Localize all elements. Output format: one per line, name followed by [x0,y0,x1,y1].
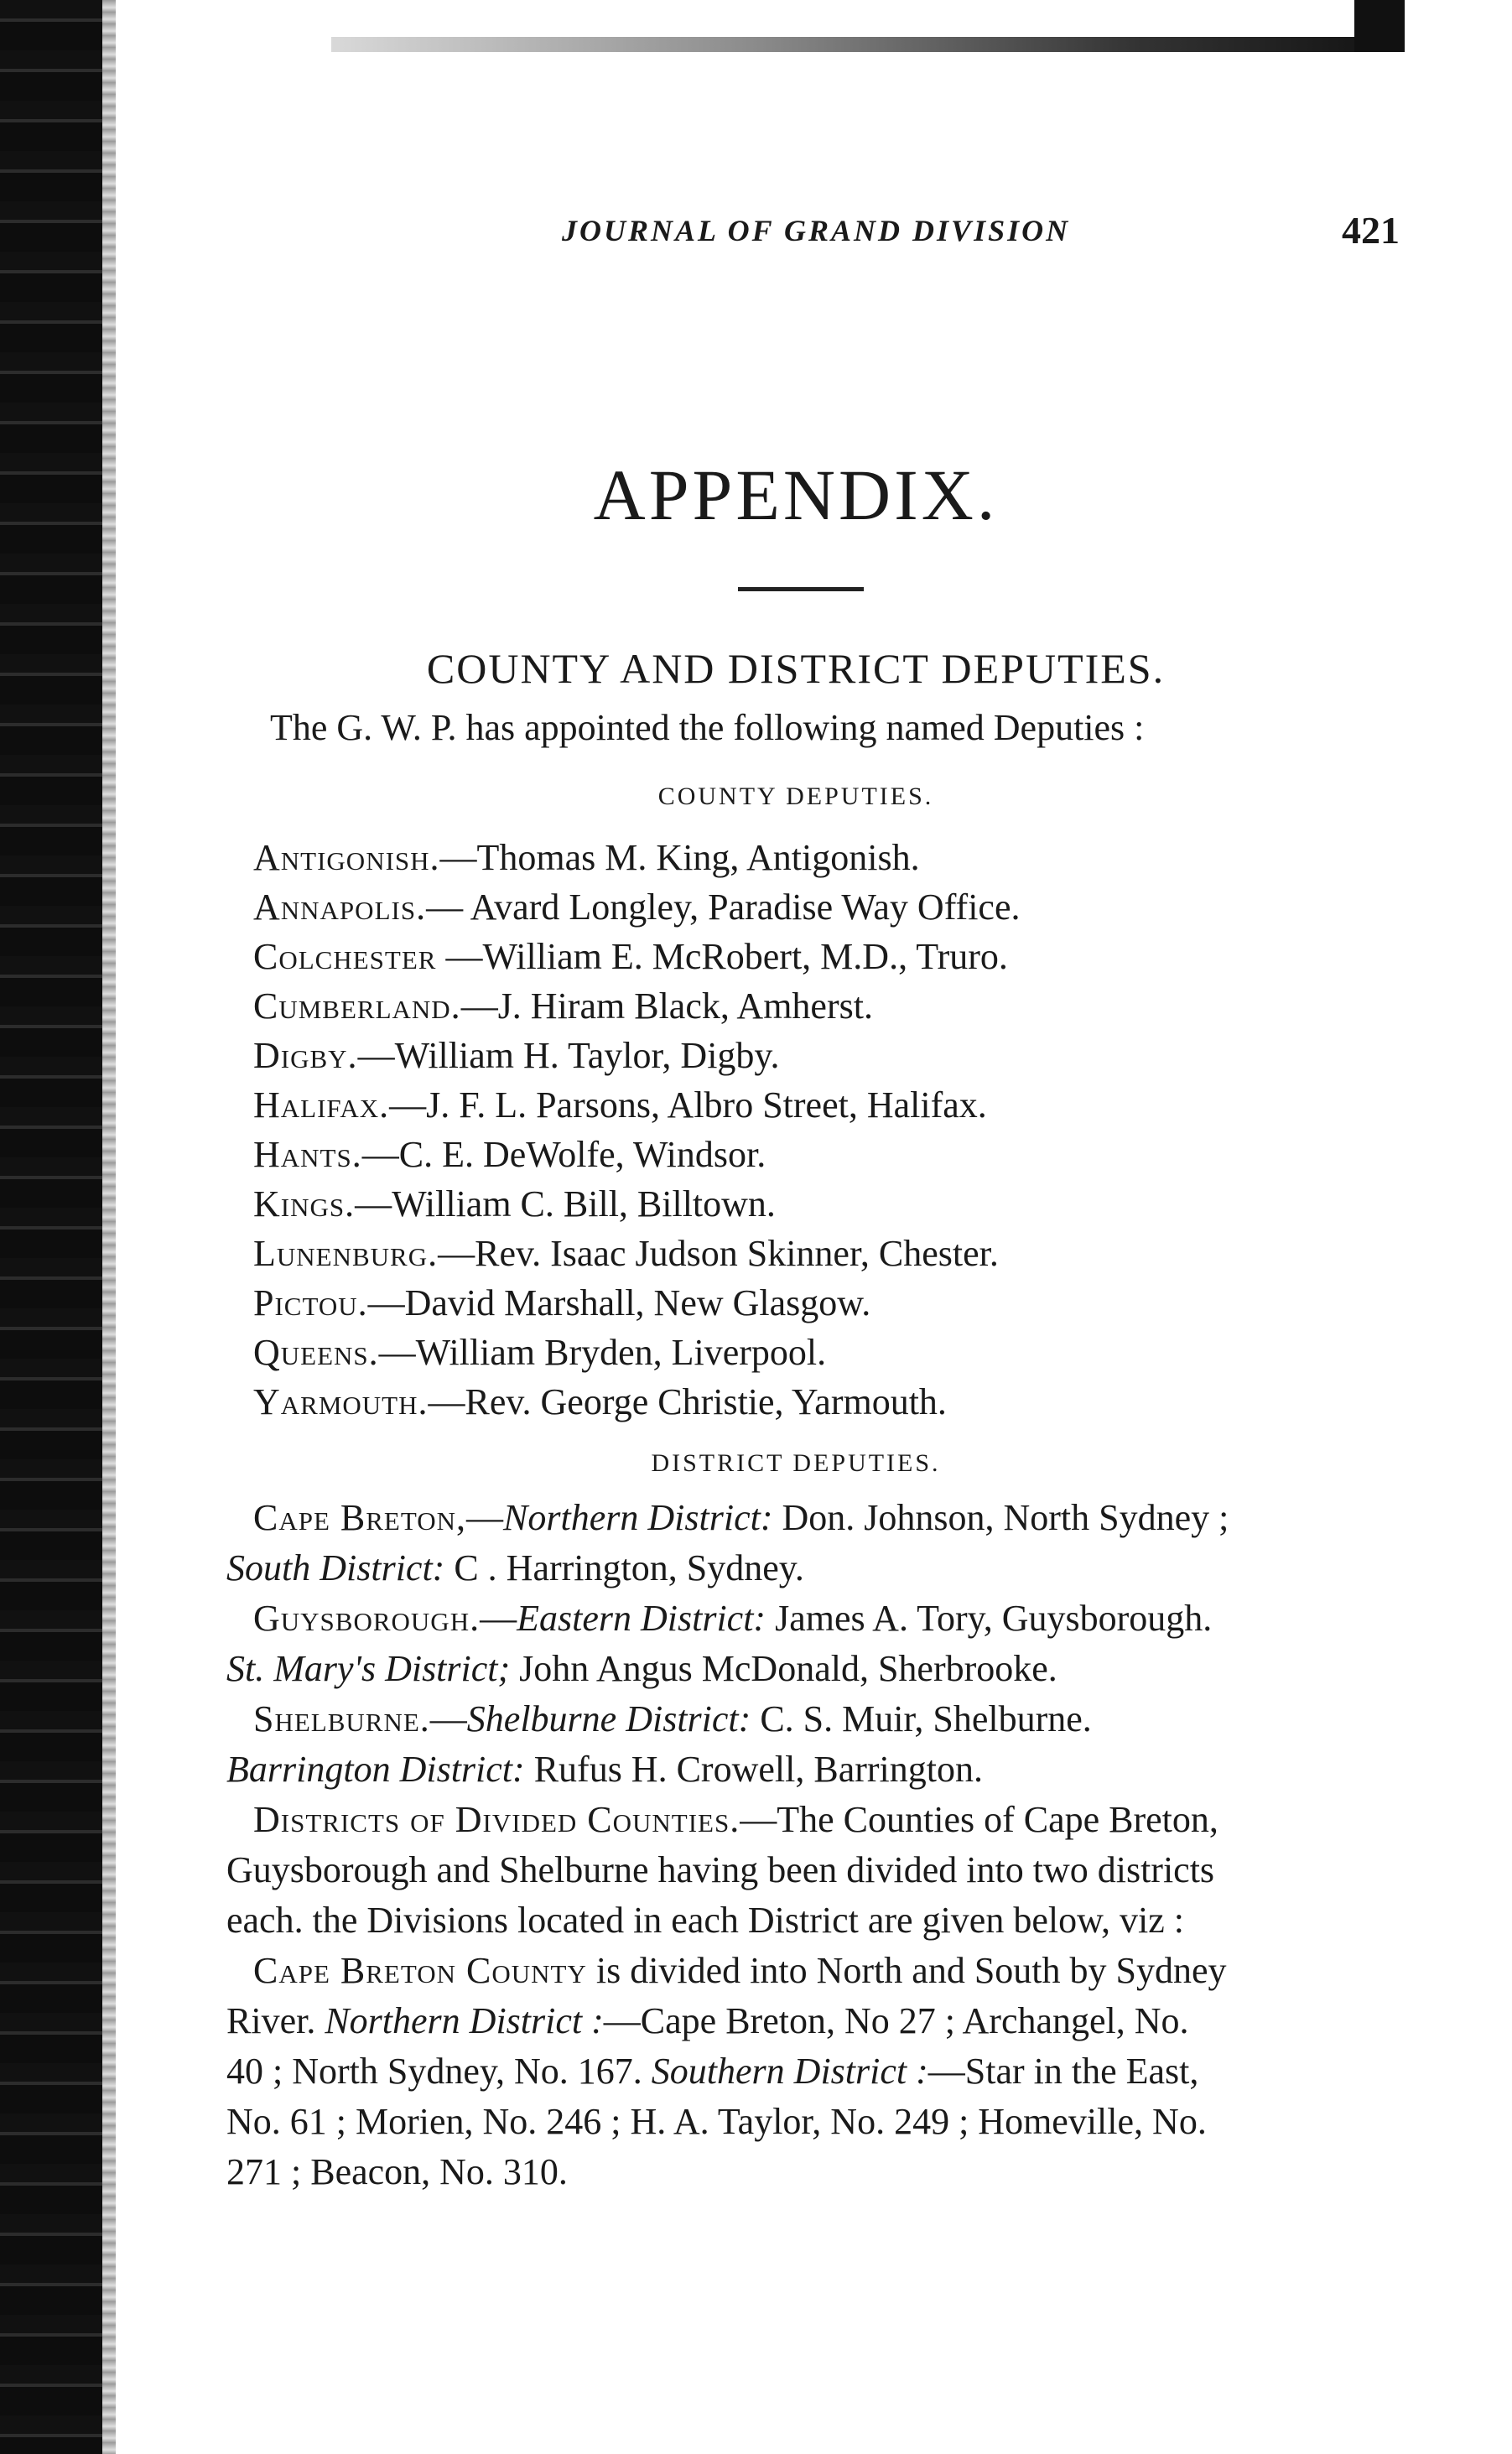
intro-text: The G. W. P. has appointed the following named Deputies : [270,707,1145,748]
divided-paragraph-line: Guysborough and Shelburne having been divided into two districts [226,1849,1215,1890]
scan-margin-left [0,0,102,2454]
section-title: COUNTY AND DISTRICT DEPUTIES. [426,645,1166,692]
county-deputy-line [253,836,920,879]
county-deputy-line [253,1282,870,1324]
county-name: Yarmouth. [253,1381,429,1422]
cape-breton-paragraph-line: 271 ; Beacon, No. 310. [226,2151,568,2192]
county-deputy-line [253,935,1008,978]
county-deputy-line [253,1084,987,1126]
county-name: Hants. [253,1134,362,1175]
scan-margin-edge [102,0,116,2454]
deputy-name: —William Bryden, Liverpool. [378,1332,827,1373]
cape-breton-paragraph-line: No. 61 ; Morien, No. 246 ; H. A. Taylor, No. 249 ; Homeville, No. [226,2101,1207,2142]
district-line: St. Mary's District; John Angus McDonald, Sherbrooke. [226,1648,1057,1689]
title-divider [738,587,864,591]
county-deputy-line [253,1380,947,1423]
deputy-name: —J. Hiram Black, Amherst. [460,985,873,1027]
deputy-name: —Rev. Isaac Judson Skinner, Chester. [438,1233,999,1274]
cape-breton-paragraph-line: 40 ; North Sydney, No. 167. Southern District :—Star in the East, [226,2051,1199,2092]
county-deputy-line [253,1232,999,1275]
county-deputy-line [253,1331,826,1374]
divided-paragraph-line: each. the Divisions located in each District are given below, viz : [226,1900,1184,1941]
deputy-name: —Thomas M. King, Antigonish. [439,837,920,878]
scan-top-rule [331,37,1405,52]
county-deputy-line [253,1133,766,1176]
page-number: 421 [1342,209,1400,252]
deputy-name: —Rev. George Christie, Yarmouth. [428,1381,947,1422]
deputy-name: —William C. Bill, Billtown. [355,1183,776,1224]
deputy-name: —William H. Taylor, Digby. [357,1035,780,1076]
deputy-name: —David Marshall, New Glasgow. [367,1282,871,1323]
running-title: JOURNAL OF GRAND DIVISION [562,214,1071,247]
district-line: South District: C . Harrington, Sydney. [226,1547,804,1588]
cape-breton-paragraph-line: Cape Breton County is divided into North and South by Sydney [253,1950,1227,1991]
scan-top-block [1354,0,1405,52]
county-name: Colchester [253,936,437,977]
county-deputy-line [253,1034,780,1077]
deputy-name: —C. E. DeWolfe, Windsor. [361,1134,766,1175]
running-head [335,208,1409,258]
deputy-name: — Avard Longley, Paradise Way Office. [426,886,1021,928]
county-deputy-line [253,985,873,1027]
county-deputy-line [253,1183,776,1225]
county-name: Kings. [253,1183,356,1224]
county-name: Digby. [253,1035,358,1076]
county-name: Annapolis. [253,886,427,928]
county-name: Halifax. [253,1084,390,1126]
district-line: Guysborough.—Eastern District: James A. Tory, Guysborough. [253,1598,1213,1639]
deputy-name: —William E. McRobert, M.D., Truro. [436,936,1008,977]
deputy-name: —J. F. L. Parsons, Albro Street, Halifax. [389,1084,987,1126]
district-line: Shelburne.—Shelburne District: C. S. Muir, Shelburne. [253,1698,1092,1739]
county-name: Cumberland. [253,985,461,1027]
district-deputies-heading: DISTRICT DEPUTIES. [651,1449,941,1477]
county-deputy-line [253,886,1020,928]
county-name: Antigonish. [253,837,440,878]
district-line: Barrington District: Rufus H. Crowell, Barrington. [226,1749,983,1790]
county-deputies-heading: COUNTY DEPUTIES. [657,782,934,810]
district-line: Cape Breton,—Northern District: Don. Johnson, North Sydney ; [253,1497,1229,1538]
county-name: Queens. [253,1332,379,1373]
divided-paragraph-line: Districts of Divided Counties.—The Counties of Cape Breton, [253,1799,1218,1840]
county-name: Lunenburg. [253,1233,439,1274]
county-name: Pictou. [253,1282,368,1323]
district-deputies [226,1493,1417,2197]
page-title: APPENDIX. [593,455,999,535]
cape-breton-paragraph-line: River. Northern District :—Cape Breton, No 27 ; Archangel, No. [226,2000,1189,2041]
